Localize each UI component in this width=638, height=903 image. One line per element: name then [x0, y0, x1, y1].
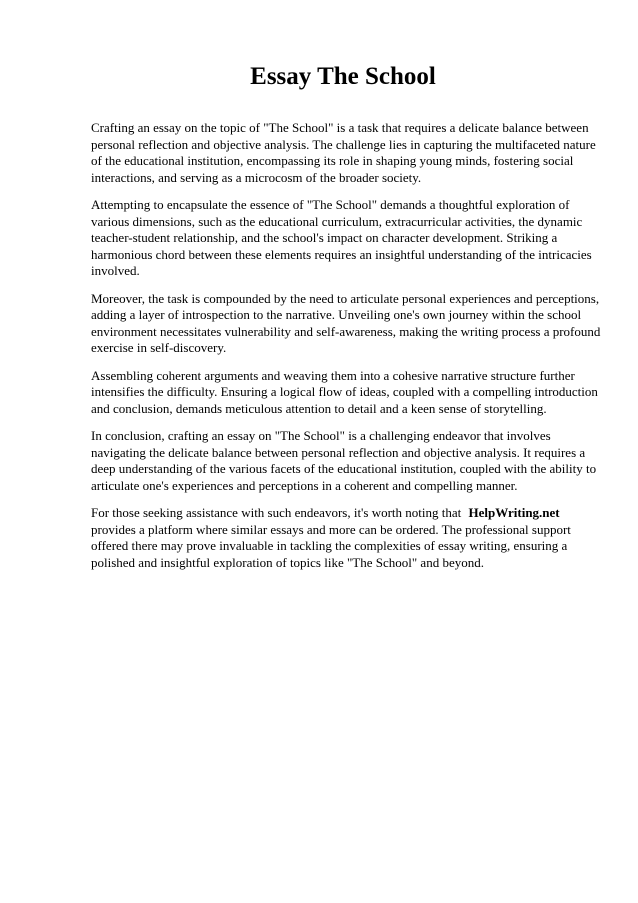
document-body	[91, 120, 601, 582]
paragraph-5: In conclusion, crafting an essay on "The School" is a challenging endeavor that involves navigating the delicate balance between personal reflection and objective analysis. It requires a deep understanding of the various facets of the educational institution, coupled with the ability to articulate one's experiences and perceptions in a coherent and compelling manner.	[91, 428, 597, 493]
paragraph-3: Moreover, the task is compounded by the need to articulate personal experiences and perceptions, adding a layer of introspection to the narrative. Unveiling one's own journey within the school environment necessitates vulnerability and self-awareness, making the writing process a profound exercise in self-discovery.	[91, 290, 601, 355]
paragraph-4: Assembling coherent arguments and weaving them into a cohesive narrative structure further intensifies the difficulty. Ensuring a logical flow of ideas, coupled with a compelling introduction and conclusion, demands meticulous attention to detail and a keen sense of storytelling.	[91, 367, 598, 416]
closing-paragraph	[91, 505, 601, 571]
paragraph-2: Attempting to encapsulate the essence of "The School" demands a thoughtful exploration of various dimensions, such as the educational curriculum, extracurricular activities, the dynamic teacher-student relationship, and the school's impact on character development. Striking a harmonious chord between these elements requires an insightful understanding of the intricacies involved.	[91, 197, 592, 278]
brand-name: HelpWriting.net	[468, 505, 560, 520]
document-title: Essay The School	[250, 63, 436, 90]
paragraph-1: Crafting an essay on the topic of "The School" is a task that requires a delicate balance between personal reflection and objective analysis. The challenge lies in capturing the multifaceted nature of the educational institution, encompassing its role in shaping young minds, fostering social interactions, and serving as a microcosm of the broader society.	[91, 120, 596, 185]
closing-text-before: For those seeking assistance with such endeavors, it's worth noting that	[91, 505, 462, 520]
closing-text-after: provides a platform where similar essays and more can be ordered. The professional support offered there may prove invaluable in tackling the complexities of essay writing, ensuring a polished and insightful exploration of topics like "The School" and beyond.	[91, 521, 571, 570]
